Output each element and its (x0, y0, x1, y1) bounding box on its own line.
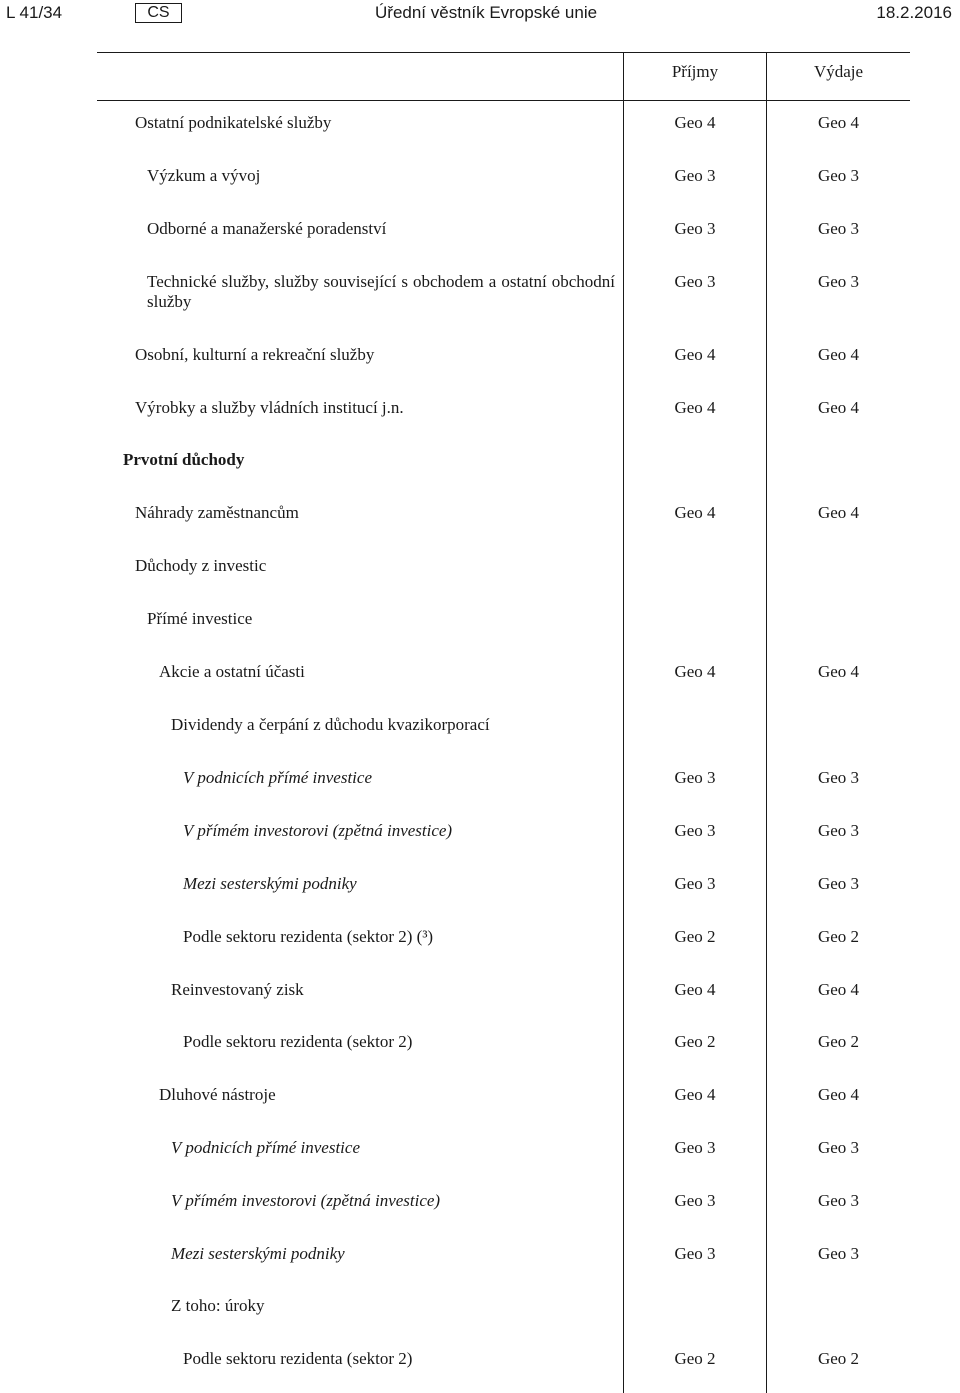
page-header (0, 0, 960, 26)
expense-cell: Geo 2 (817, 1032, 860, 1051)
income-cell: Geo 2 (674, 1032, 716, 1051)
income-cell: Geo 3 (674, 166, 716, 185)
income-cell: Geo 4 (674, 1085, 716, 1104)
expense-cell: Geo 4 (817, 345, 860, 364)
table-row-label: Náhrady zaměstnancům (135, 503, 299, 522)
income-cell: Geo 4 (674, 980, 716, 999)
income-cell: Geo 4 (674, 345, 716, 364)
expense-cell: Geo 3 (817, 1191, 860, 1210)
table-top-border (97, 52, 910, 53)
expense-cell: Geo 3 (817, 272, 860, 291)
language-badge: CS (135, 3, 182, 23)
income-cell: Geo 3 (674, 1244, 716, 1263)
expense-cell: Geo 4 (817, 980, 860, 999)
table-row-label: Výzkum a vývoj (147, 166, 261, 185)
expense-cell: Geo 4 (817, 503, 860, 522)
expense-cell: Geo 4 (817, 398, 860, 417)
table-row-label: V přímém investorovi (zpětná investice) (183, 821, 453, 840)
table-row-label: V podnicích přímé investice (171, 1138, 360, 1157)
publication-date: 18.2.2016 (876, 3, 952, 22)
table-row-label: Ostatní podnikatelské služby (135, 113, 332, 132)
expense-cell: Geo 4 (817, 662, 860, 681)
income-cell: Geo 4 (674, 113, 716, 132)
income-cell: Geo 3 (674, 874, 716, 893)
column-header-income: Příjmy (671, 62, 719, 81)
income-cell: Geo 3 (674, 272, 716, 291)
table-row-label: V přímém investorovi (zpětná investice) (171, 1191, 441, 1210)
expense-cell: Geo 4 (817, 113, 860, 132)
expense-cell: Geo 3 (817, 166, 860, 185)
table-row-label: Podle sektoru rezidenta (sektor 2) (183, 1349, 413, 1368)
income-cell: Geo 2 (674, 1349, 716, 1368)
table-row-label: V podnicích přímé investice (183, 768, 372, 787)
table-row-label: Technické služby, služby související s obchodem a ostatní obchodní služby (147, 272, 615, 311)
expense-cell: Geo 4 (817, 1085, 860, 1104)
expense-cell: Geo 2 (817, 927, 860, 946)
page-number: L 41/34 (6, 3, 63, 22)
income-cell: Geo 3 (674, 1191, 716, 1210)
income-cell: Geo 4 (674, 503, 716, 522)
data-table (97, 52, 910, 1393)
table-row-label: Osobní, kulturní a rekreační služby (135, 345, 375, 364)
table-row-label: Důchody z investic (135, 556, 267, 575)
table-row-label: Mezi sesterskými podniky (183, 874, 357, 893)
expense-cell: Geo 3 (817, 1244, 860, 1263)
journal-title: Úřední věstník Evropské unie (375, 3, 598, 22)
table-row-label: Výrobky a služby vládních institucí j.n. (135, 398, 404, 417)
expense-cell: Geo 3 (817, 874, 860, 893)
income-cell: Geo 4 (674, 662, 716, 681)
income-cell: Geo 4 (674, 398, 716, 417)
table-row-label: Odborné a manažerské poradenství (147, 219, 387, 238)
income-cell: Geo 3 (674, 821, 716, 840)
table-row-label: Mezi sesterskými podniky (171, 1244, 345, 1263)
table-row-label: Podle sektoru rezidenta (sektor 2) (183, 1032, 413, 1051)
table-row-label: Akcie a ostatní účasti (159, 662, 305, 681)
income-cell: Geo 3 (674, 768, 716, 787)
column-header-expense: Výdaje (813, 62, 864, 81)
section-heading: Prvotní důchody (123, 450, 245, 469)
table-row-label: Přímé investice (147, 609, 253, 628)
table-header-border (97, 100, 910, 101)
expense-cell: Geo 3 (817, 821, 860, 840)
expense-cell: Geo 3 (817, 1138, 860, 1157)
income-cell: Geo 3 (674, 1138, 716, 1157)
expense-cell: Geo 2 (817, 1349, 860, 1368)
table-row-label: Podle sektoru rezidenta (sektor 2) (³) (183, 927, 434, 946)
income-cell: Geo 3 (674, 219, 716, 238)
table-row-label: Reinvestovaný zisk (171, 980, 304, 999)
table-row-label: Dluhové nástroje (159, 1085, 276, 1104)
table-row-label: Z toho: úroky (171, 1296, 265, 1315)
expense-cell: Geo 3 (817, 219, 860, 238)
expense-cell: Geo 3 (817, 768, 860, 787)
income-cell: Geo 2 (674, 927, 716, 946)
table-row-label: Dividendy a čerpání z důchodu kvazikorporací (171, 715, 490, 734)
